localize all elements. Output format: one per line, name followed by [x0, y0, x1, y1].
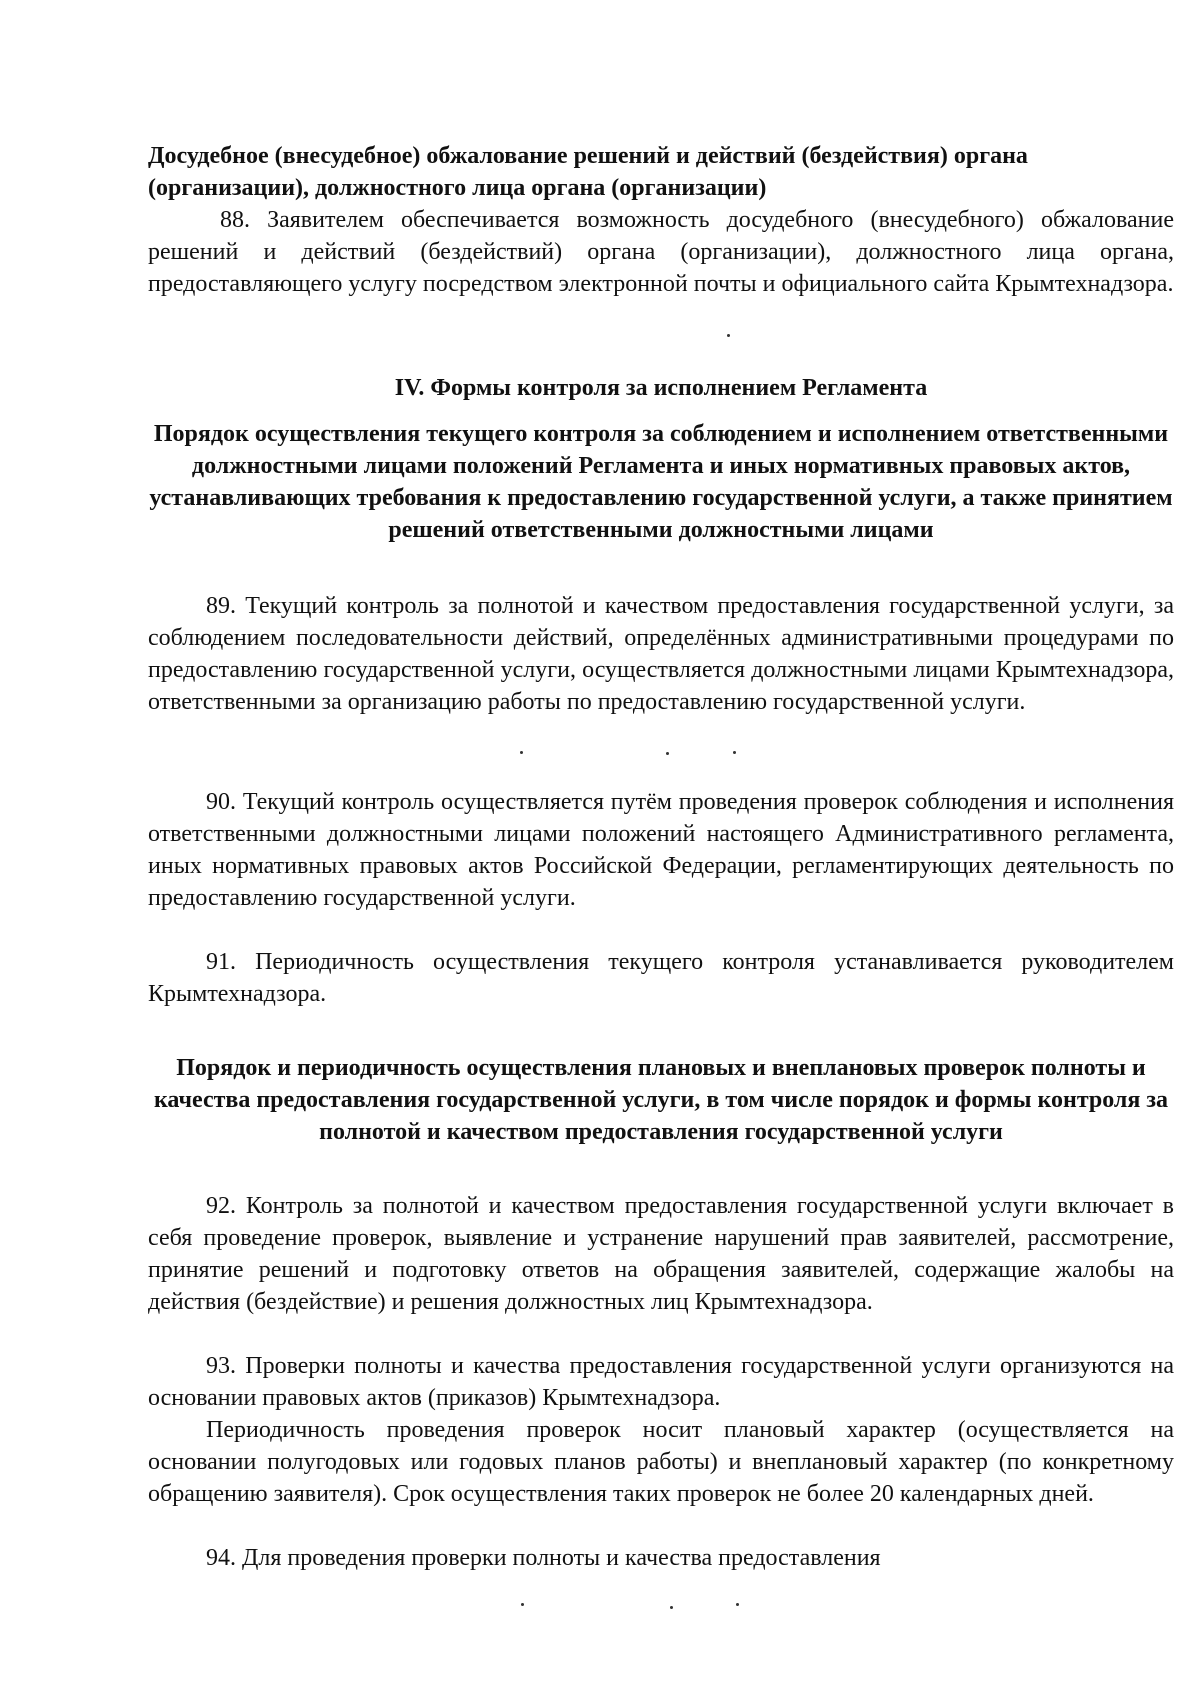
scan-speck: [733, 751, 736, 754]
scan-speck: [521, 1603, 524, 1606]
paragraph-91: 91. Периодичность осуществления текущего контроля устанавливается руководителем Крымтехнадзора.: [148, 949, 1174, 1007]
scan-speck: [666, 752, 669, 755]
paragraph-89: 89. Текущий контроль за полнотой и качеством предоставления государственной услуги, за соблюдением последовательности действий, определённых административными процедурами по предоставлению государственной услуги, осуществляется должностными лицами Крымтехнадзора, ответственными за организацию работы по предоставлению государственной услуги.: [148, 593, 1174, 715]
scan-speck: [520, 751, 523, 754]
paragraph-90: 90. Текущий контроль осуществляется путём проведения проверок соблюдения и исполнения ответственными должностными лицами положений настоящего Административного регламента, иных нормативных правовых актов Российской Федерации, регламентирующих деятельность по предоставлению государственной услуги.: [148, 789, 1174, 911]
paragraph-94: 94. Для проведения проверки полноты и качества предоставления: [206, 1545, 881, 1571]
paragraph-88: 88. Заявителем обеспечивается возможность досудебного (внесудебного) обжалование решений и действий (бездействий) органа (организации), должностного лица органа, предоставляющего услугу посредством электронной почты и официального сайта Крымтехнадзора.: [148, 207, 1174, 297]
heading-inspections: Порядок и периодичность осуществления плановых и внеплановых проверок полноты и качества предоставления государственной услуги, в том числе порядок и формы контроля за полнотой и качеством предоставления государственной услуги: [153, 1055, 1169, 1145]
paragraph-periodicity: Периодичность проведения проверок носит плановый характер (осуществляется на основании полугодовых или годовых планов работы) и внеплановый характер (по конкретному обращению заявителя). Срок осуществления таких проверок не более 20 календарных дней.: [148, 1417, 1174, 1507]
scan-speck: [736, 1603, 739, 1606]
scan-speck: [670, 1606, 673, 1609]
scan-speck: [727, 334, 730, 337]
heading-current-control: Порядок осуществления текущего контроля за соблюдением и исполнением ответственными должностными лицами положений Регламента и иных нормативных правовых актов, устанавливающих требования к предоставлению государственной услуги, а также принятием решений ответственными должностными лицами: [149, 421, 1173, 543]
paragraph-93: 93. Проверки полноты и качества предоставления государственной услуги организуются на основании правовых актов (приказов) Крымтехнадзора.: [148, 1353, 1174, 1411]
heading-pretrial-appeal: Досудебное (внесудебное) обжалование решений и действий (бездействия) органа (организации), должностного лица органа (организации): [148, 143, 1028, 201]
section-title-iv: IV. Формы контроля за исполнением Регламента: [394, 375, 928, 401]
paragraph-92: 92. Контроль за полнотой и качеством предоставления государственной услуги включает в себя проведение проверок, выявление и устранение нарушений прав заявителей, рассмотрение, принятие решений и подготовку ответов на обращения заявителей, содержащие жалобы на действия (бездействие) и решения должностных лиц Крымтехнадзора.: [148, 1193, 1174, 1315]
